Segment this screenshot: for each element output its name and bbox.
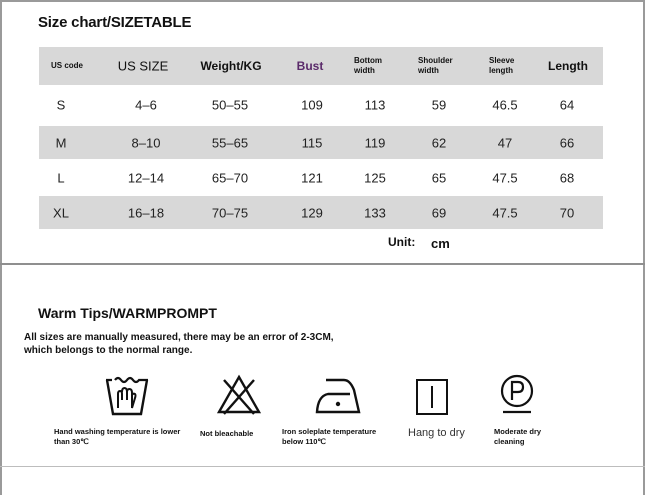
cell-us-size: 16–18 [127,205,165,220]
cell-weight: 70–75 [211,205,249,220]
cell-bust: 129 [301,205,323,220]
cell-length: 64 [559,97,575,112]
dry-clean-icon [497,373,537,417]
header-bottom-width: Bottom width [354,56,382,75]
table-row [39,126,603,159]
cell-us-size: 12–14 [127,170,165,185]
cell-weight: 55–65 [211,135,249,150]
cell-length: 68 [559,170,575,185]
cell-sleeve: 47 [497,135,513,150]
cell-weight: 65–70 [211,170,249,185]
cell-bust: 115 [301,135,323,150]
header-weight: Weight/KG [200,59,262,73]
frame-left [0,0,2,495]
table-row [39,88,603,121]
cell-shoulder: 69 [431,205,447,220]
cell-shoulder: 65 [431,170,447,185]
cell-code: XL [53,205,69,220]
cell-sleeve: 46.5 [492,97,518,112]
cell-sleeve: 47.5 [492,170,518,185]
table-header-row [39,47,603,85]
table-row [39,196,603,229]
cell-us-size: 4–6 [135,97,157,112]
bottom-line [0,466,645,467]
section-divider [0,263,645,265]
cell-code: L [57,170,65,185]
size-chart-title: Size chart/SIZETABLE [38,14,192,31]
no-bleach-label: Not bleachable [200,429,254,438]
header-sleeve-length: Sleeve length [489,56,515,75]
cell-bust: 109 [301,97,323,112]
cell-bottom: 133 [364,205,386,220]
cell-bust: 121 [301,170,323,185]
cell-shoulder: 62 [431,135,447,150]
cell-code: M [55,135,67,150]
cell-length: 70 [559,205,575,220]
header-us-size: US SIZE [117,58,169,74]
header-us-code: US code [51,61,84,70]
cell-code: S [56,97,66,112]
tips-text [24,331,404,357]
cell-length: 66 [559,135,575,150]
hang-dry-icon [415,378,449,416]
cell-bottom: 119 [364,135,386,150]
dry-clean-label: Moderate dry cleaning [494,427,542,446]
header-length: Length [548,59,588,73]
cell-weight: 50–55 [211,97,249,112]
no-bleach-icon [216,374,262,416]
iron-icon [314,376,362,416]
unit-value: cm [431,236,450,251]
cell-bottom: 125 [364,170,386,185]
hand-wash-label: Hand washing temperature is lower than 30℃ [54,427,181,446]
header-bust: Bust [296,59,324,73]
iron-label: Iron soleplate temperature below 110℃ [282,427,377,446]
hang-dry-label: Hang to dry [408,427,465,439]
frame-top [0,0,645,2]
unit-label: Unit: [388,235,416,249]
header-shoulder-width: Shoulder width [418,56,453,75]
table-row [39,161,603,194]
cell-us-size: 8–10 [131,135,161,150]
cell-sleeve: 47.5 [492,205,518,220]
cell-bottom: 113 [364,97,386,112]
size-table [39,47,603,229]
cell-shoulder: 59 [431,97,447,112]
tips-text-line1: All sizes are manually measured, there may be an error of 2-3CM, [24,332,334,343]
tips-text-line2: which belongs to the normal range. [24,345,193,356]
hand-wash-icon [104,372,150,418]
tips-title: Warm Tips/WARMPROMPT [38,305,217,321]
